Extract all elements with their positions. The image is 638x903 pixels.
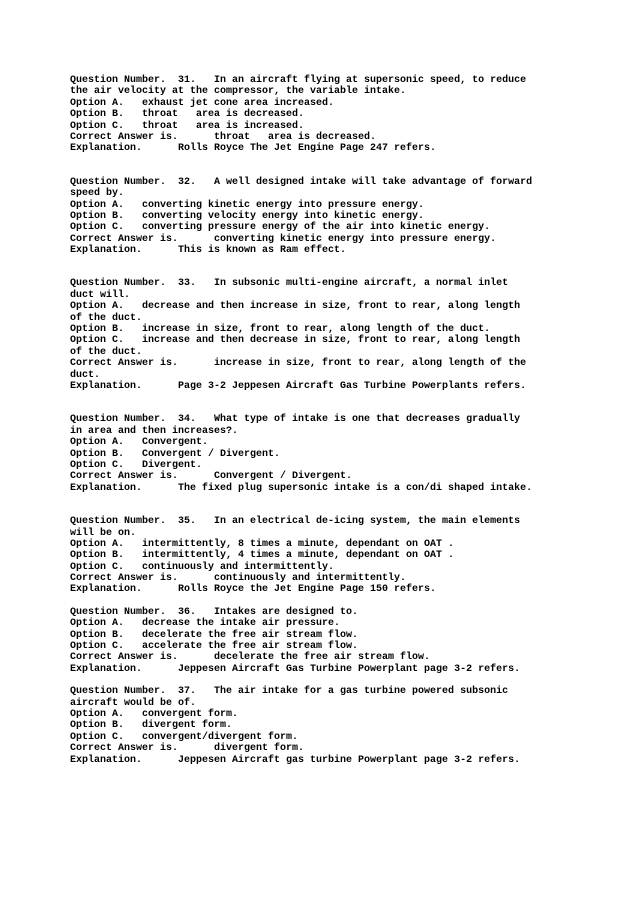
q36-option-c: Option C. accelerate the free air stream flow. xyxy=(70,641,359,653)
q34-option-c: Option C. Divergent. xyxy=(70,459,203,471)
question-block-35 xyxy=(70,516,590,596)
q36-option-b: Option B. decelerate the free air stream flow. xyxy=(70,629,359,641)
question-block-31 xyxy=(70,75,590,155)
q37-option-a: Option A. convergent form. xyxy=(70,708,239,720)
q32-option-a: Option A. converting kinetic energy into pressure energy. xyxy=(70,199,425,211)
q37-option-c: Option C. convergent/divergent form. xyxy=(70,731,299,743)
q35-line-1: Question Number. 35. In an electrical de-icing system, the main elements xyxy=(70,516,521,528)
q34-explanation: Explanation. The fixed plug supersonic intake is a con/di shaped intake. xyxy=(70,482,533,494)
q32-explanation: Explanation. This is known as Ram effect. xyxy=(70,245,347,257)
q32-option-b: Option B. converting velocity energy into kinetic energy. xyxy=(70,210,425,222)
q34-option-b: Option B. Convergent / Divergent. xyxy=(70,448,281,460)
q33-option-a: Option A. decrease and then increase in size, front to rear, along length xyxy=(70,301,521,313)
spacer xyxy=(70,494,590,516)
question-list xyxy=(70,75,590,766)
q36-correct-answer: Correct Answer is. decelerate the free air stream flow. xyxy=(70,652,431,664)
question-block-32 xyxy=(70,177,590,257)
spacer xyxy=(70,596,590,607)
question-block-33 xyxy=(70,278,590,392)
q33-correct-answer: Correct Answer is. increase in size, front to rear, along length of the xyxy=(70,358,527,370)
q33-line-1: Question Number. 33. In subsonic multi-engine aircraft, a normal inlet xyxy=(70,278,509,290)
question-block-37 xyxy=(70,686,590,766)
q37-explanation: Explanation. Jeppesen Aircraft gas turbine Powerplant page 3-2 refers. xyxy=(70,754,521,766)
q33-option-a-cont: of the duct. xyxy=(70,312,143,324)
q31-line-1: Question Number. 31. In an aircraft flying at supersonic speed, to reduce xyxy=(70,75,527,86)
q32-correct-answer: Correct Answer is. converting kinetic energy into pressure energy. xyxy=(70,233,497,245)
q34-option-a: Option A. Convergent. xyxy=(70,437,209,449)
q37-correct-answer: Correct Answer is. divergent form. xyxy=(70,743,305,755)
q31-option-b: Option B. throat area is decreased. xyxy=(70,109,305,121)
spacer xyxy=(70,256,590,278)
q35-correct-answer: Correct Answer is. continuously and intermittently. xyxy=(70,573,407,585)
question-block-36 xyxy=(70,607,590,675)
q31-line-2: the air velocity at the compressor, the variable intake. xyxy=(70,86,407,98)
q33-line-2: duct will. xyxy=(70,289,131,301)
q34-correct-answer: Correct Answer is. Convergent / Divergent. xyxy=(70,471,353,483)
question-block-34 xyxy=(70,414,590,494)
q36-explanation: Explanation. Jeppesen Aircraft Gas Turbine Powerplant page 3-2 refers. xyxy=(70,663,521,675)
q31-option-a: Option A. exhaust jet cone area increased. xyxy=(70,97,335,109)
q35-option-c: Option C. continuously and intermittently. xyxy=(70,561,335,573)
q32-line-2: speed by. xyxy=(70,188,125,200)
q35-option-a: Option A. intermittently, 8 times a minute, dependant on OAT . xyxy=(70,538,455,550)
q31-option-c: Option C. throat area is increased. xyxy=(70,120,305,132)
q32-line-1: Question Number. 32. A well designed intake will take advantage of forward xyxy=(70,176,533,188)
q31-correct-answer: Correct Answer is. throat area is decreased. xyxy=(70,131,377,143)
q33-option-c-cont: of the duct. xyxy=(70,346,143,358)
q32-option-c: Option C. converting pressure energy of the air into kinetic energy. xyxy=(70,222,491,234)
spacer xyxy=(70,155,590,177)
q33-explanation: Explanation. Page 3-2 Jeppesen Aircraft Gas Turbine Powerplants refers. xyxy=(70,380,527,392)
q37-line-1: Question Number. 37. The air intake for a gas turbine powered subsonic xyxy=(70,686,509,698)
q35-explanation: Explanation. Rolls Royce the Jet Engine Page 150 refers. xyxy=(70,584,437,596)
q31-explanation: Explanation. Rolls Royce The Jet Engine Page 247 refers. xyxy=(70,143,437,155)
q33-correct-answer-cont: duct. xyxy=(70,369,101,381)
q33-option-b: Option B. increase in size, front to rear, along length of the duct. xyxy=(70,324,491,336)
q35-line-2: will be on. xyxy=(70,527,137,539)
q36-line-1: Question Number. 36. Intakes are designed to. xyxy=(70,606,359,618)
q34-line-1: Question Number. 34. What type of intake is one that decreases gradually xyxy=(70,414,521,426)
spacer xyxy=(70,392,590,414)
q35-option-b: Option B. intermittently, 4 times a minute, dependant on OAT . xyxy=(70,550,455,562)
q36-option-a: Option A. decrease the intake air pressure. xyxy=(70,618,341,630)
q34-line-2: in area and then increases?. xyxy=(70,425,239,437)
q37-line-2: aircraft would be of. xyxy=(70,697,197,709)
q33-option-c: Option C. increase and then decrease in size, front to rear, along length xyxy=(70,335,521,347)
spacer xyxy=(70,675,590,686)
q37-option-b: Option B. divergent form. xyxy=(70,720,233,732)
